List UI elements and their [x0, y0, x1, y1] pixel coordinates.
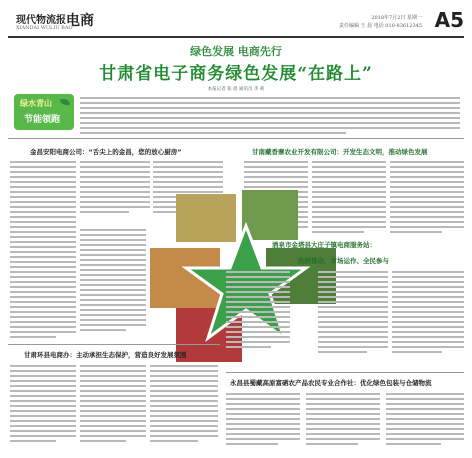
issue-meta: [339, 14, 422, 30]
subhead-jiuquan-2: 政府推动、市场运作、全民参与: [298, 257, 389, 265]
column-text-12: [80, 362, 146, 450]
badge-line-1: 绿水青山: [20, 99, 52, 108]
column-text-9: [392, 268, 464, 366]
badge-line-2: 节能领跑: [24, 115, 61, 125]
issue-editor: 责任编辑 王 晨 电话 010-83612345: [338, 23, 422, 29]
green-badge: [14, 94, 74, 130]
column-text-2: [80, 158, 150, 218]
column-text-14: [226, 390, 300, 450]
page-number: A5: [434, 8, 464, 32]
section-name: 电商: [66, 13, 94, 29]
article-kicker: 绿色发展 电商先行: [190, 45, 282, 58]
paper-logo-sub: XIANDAI WULIU BAO: [16, 25, 73, 31]
column-text-8: [318, 268, 388, 366]
column-text-1: [10, 158, 76, 338]
issue-date: 2018年7月2日 星期一: [371, 15, 422, 21]
article-title: 甘肃省电子商务绿色发展“在路上”: [99, 64, 373, 84]
photo-field: [176, 194, 236, 242]
column-text-13: [150, 362, 218, 450]
subhead-yongchang: 永昌县蜀藏高原富硒农产品农民专业合作社：优化绿色包装与仓储物流: [230, 379, 432, 387]
column-text-10: [80, 226, 146, 346]
divider: [8, 138, 464, 139]
divider-left: [8, 344, 220, 345]
subhead-huanxian: 甘肃环县电商办：主动承担生态保护，营造良好发展氛围: [24, 351, 187, 359]
leaf-icon: [60, 99, 70, 105]
column-text-15: [306, 390, 380, 450]
column-text-16: [386, 390, 464, 450]
subhead-gannan: 甘南藏香寨农业开发有限公司：开发生态文明，推动绿色发展: [252, 148, 428, 156]
photo-orchard: [242, 190, 298, 240]
column-text-6: [390, 158, 464, 238]
masthead: [8, 8, 464, 38]
paper-logo: 现代物流报: [16, 15, 66, 26]
divider-right: [226, 372, 464, 373]
subhead-jinchang: 金昌安阳电商公司：“舌尖上的金昌，您的放心厨房”: [30, 148, 182, 156]
column-text-7: [226, 268, 290, 358]
column-text-11: [10, 362, 76, 450]
article-byline: 本报记者 张 晨 通讯员 李 莉: [207, 87, 265, 92]
intro-text: [80, 94, 460, 134]
subhead-jiuquan: 酒泉市金塔县大庄子镇电商服务站：: [272, 241, 376, 249]
